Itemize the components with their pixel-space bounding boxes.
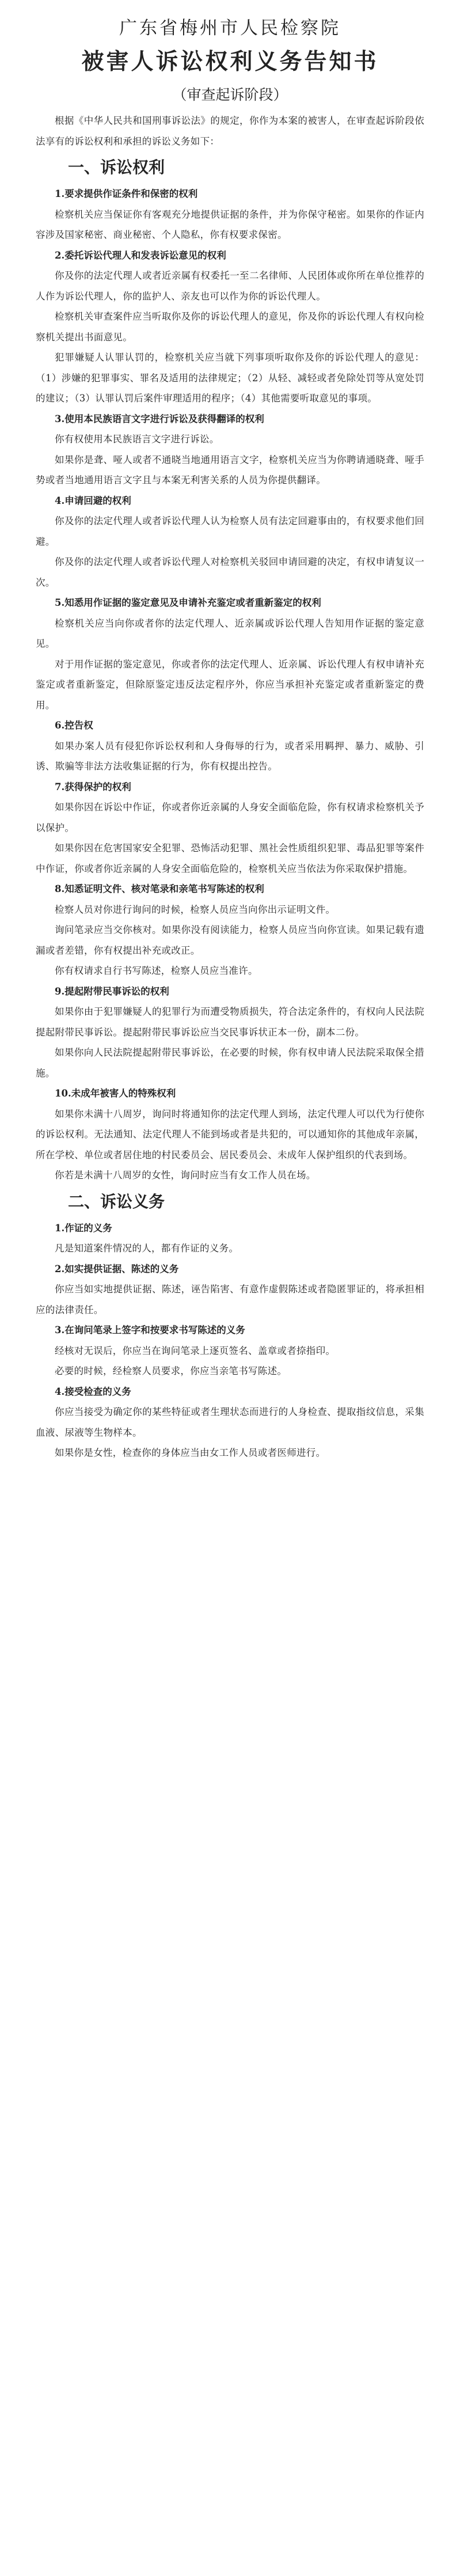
item-title: 2.如实提供证据、陈述的义务 xyxy=(55,1263,179,1274)
item-title: 5.知悉用作证据的鉴定意见及申请补充鉴定或者重新鉴定的权利 xyxy=(55,597,321,608)
item-paragraph: 如果你因在危害国家安全犯罪、恐怖活动犯罪、黑社会性质组织犯罪、毒品犯罪等案件中作证，你或者你近亲属的人身安全面临危险的，检察机关应当依法为你采取保护措施。 xyxy=(36,843,424,874)
item-paragraph: 检察人员对你进行询问的时候，检察人员应当向你出示证明文件。 xyxy=(55,904,336,915)
item-paragraph: 凡是知道案件情况的人，都有作证的义务。 xyxy=(55,1243,239,1254)
item-paragraph: 如果你是聋、哑人或者不通晓当地通用语言文字，检察机关应当为你聘请通晓聋、哑手势或者当地通用语言文字且与本案无利害关系的人员为你提供翻译。 xyxy=(36,454,424,485)
item-paragraph: 如果你未满十八周岁，询问时将通知你的法定代理人到场，法定代理人可以代为行使你的诉讼权利。无法通知、法定代理人不能到场或者是共犯的，可以通知你的其他成年亲属，所在学校、单位或者居住地的村民委员会、居民委员会、未成年人保护组织的代表到场。 xyxy=(36,1108,424,1160)
item-paragraph: 如果你因在诉讼中作证，你或者你近亲属的人身安全面临危险，你有权请求检察机关予以保护。 xyxy=(36,802,424,833)
item-paragraph: 经核对无误后，你应当在询问笔录上逐页签名、盖章或者捺指印。 xyxy=(55,1345,336,1356)
item-title: 8.知悉证明文件、核对笔录和亲笔书写陈述的权利 xyxy=(55,883,264,894)
item-paragraph: 你应当接受为确定你的某些特征或者生理状态而进行的人身检查、提取指纹信息，采集血液、尿液等生物样本。 xyxy=(36,1406,424,1438)
item-paragraph: 你有权请求自行书写陈述，检察人员应当准许。 xyxy=(55,965,258,976)
item-paragraph: 你及你的法定代理人或者近亲属有权委托一至二名律师、人民团体或你所在单位推荐的人作为诉讼代理人，你的监护人、亲友也可以作为你的诉讼代理人。 xyxy=(36,270,424,302)
item-paragraph: 你若是未满十八周岁的女性，询问时应当有女工作人员在场。 xyxy=(55,1170,316,1181)
item-title: 3.使用本民族语言文字进行诉讼及获得翻译的权利 xyxy=(55,413,264,424)
item-title: 9.提起附带民事诉讼的权利 xyxy=(55,985,169,997)
item-paragraph: 如果你由于犯罪嫌疑人的犯罪行为而遭受物质损失，符合法定条件的，有权向人民法院提起附带民事诉讼。提起附带民事诉讼应当交民事诉状正本一份，副本二份。 xyxy=(36,1006,424,1038)
item-paragraph: 你有权使用本民族语言文字进行诉讼。 xyxy=(55,434,219,445)
document-header xyxy=(36,13,424,111)
section-heading: 一、诉讼权利 xyxy=(68,158,165,177)
item-paragraph: 必要的时候，经检察人员要求，你应当亲笔书写陈述。 xyxy=(55,1365,287,1376)
intro-paragraph: 根据《中华人民共和国刑事诉讼法》的规定，你作为本案的被害人，在审查起诉阶段依法享有的诉讼权利和承担的诉讼义务如下： xyxy=(36,115,424,147)
document-title: 被害人诉讼权利义务告知书 xyxy=(81,48,379,75)
item-paragraph: 你应当如实地提供证据、陈述，诬告陷害、有意作虚假陈述或者隐匿罪证的，将承担相应的法律责任。 xyxy=(36,1284,424,1315)
document-body xyxy=(36,111,424,1463)
item-title: 7.获得保护的权利 xyxy=(55,781,131,792)
item-title: 4.接受检查的义务 xyxy=(55,1386,131,1397)
item-paragraph: 如果办案人员有侵犯你诉讼权利和人身侮辱的行为，或者采用羁押、暴力、威胁、引诱、欺骗等非法方法收集证据的行为，你有权提出控告。 xyxy=(36,740,424,772)
item-title: 3.在询问笔录上签字和按要求书写陈述的义务 xyxy=(55,1325,245,1336)
item-title: 1.作证的义务 xyxy=(55,1222,112,1234)
item-title: 6.控告权 xyxy=(55,720,93,731)
agency-name: 广东省梅州市人民检察院 xyxy=(119,18,341,39)
section-heading: 二、诉讼义务 xyxy=(68,1192,165,1211)
item-paragraph: 检察机关应当向你或者你的法定代理人、近亲属或诉讼代理人告知用作证据的鉴定意见。 xyxy=(36,617,424,649)
item-paragraph: 你及你的法定代理人或者诉讼代理人认为检察人员有法定回避事由的，有权要求他们回避。 xyxy=(36,515,424,547)
procedure-stage: （审查起诉阶段） xyxy=(172,86,288,103)
item-paragraph: 检察机关应当保证你有客观充分地提供证据的条件，并为你保守秘密。如果你的作证内容涉及国家秘密、商业秘密、个人隐私，你有权要求保密。 xyxy=(36,208,424,240)
item-paragraph: 你及你的法定代理人或者诉讼代理人对检察机关驳回申请回避的决定，有权申请复议一次。 xyxy=(36,556,424,588)
item-title: 1.要求提供作证条件和保密的权利 xyxy=(55,188,198,199)
item-paragraph: 如果你向人民法院提起附带民事诉讼，在必要的时候，你有权申请人民法院采取保全措施。 xyxy=(36,1047,424,1079)
item-title: 2.委托诉讼代理人和发表诉讼意见的权利 xyxy=(55,249,226,261)
item-title: 4.申请回避的权利 xyxy=(55,495,131,506)
item-paragraph: 对于用作证据的鉴定意见，你或者你的法定代理人、近亲属、诉讼代理人有权申请补充鉴定或者重新鉴定，但除原鉴定违反法定程序外，你应当承担补充鉴定或者重新鉴定的费用。 xyxy=(36,658,424,711)
item-title: 10.未成年被害人的特殊权利 xyxy=(55,1088,176,1099)
item-paragraph: 询问笔录应当交你核对。如果你没有阅读能力，检察人员应当向你宣读。如果记载有遗漏或者差错，你有权提出补充或改正。 xyxy=(36,924,424,956)
item-paragraph: 检察机关审查案件应当听取你及你的诉讼代理人的意见，你及你的诉讼代理人有权向检察机关提出书面意见。 xyxy=(36,311,424,343)
item-paragraph: 犯罪嫌疑人认罪认罚的，检察机关应当就下列事项听取你及你的诉讼代理人的意见：（1）涉嫌的犯罪事实、罪名及适用的法律规定；（2）从轻、减轻或者免除处罚等从宽处罚的建议；（3）认罪认罚后案件审理适用的程序；（4）其他需要听取意见的事项。 xyxy=(36,352,424,404)
item-paragraph: 如果你是女性，检查你的身体应当由女工作人员或者医师进行。 xyxy=(55,1447,326,1458)
